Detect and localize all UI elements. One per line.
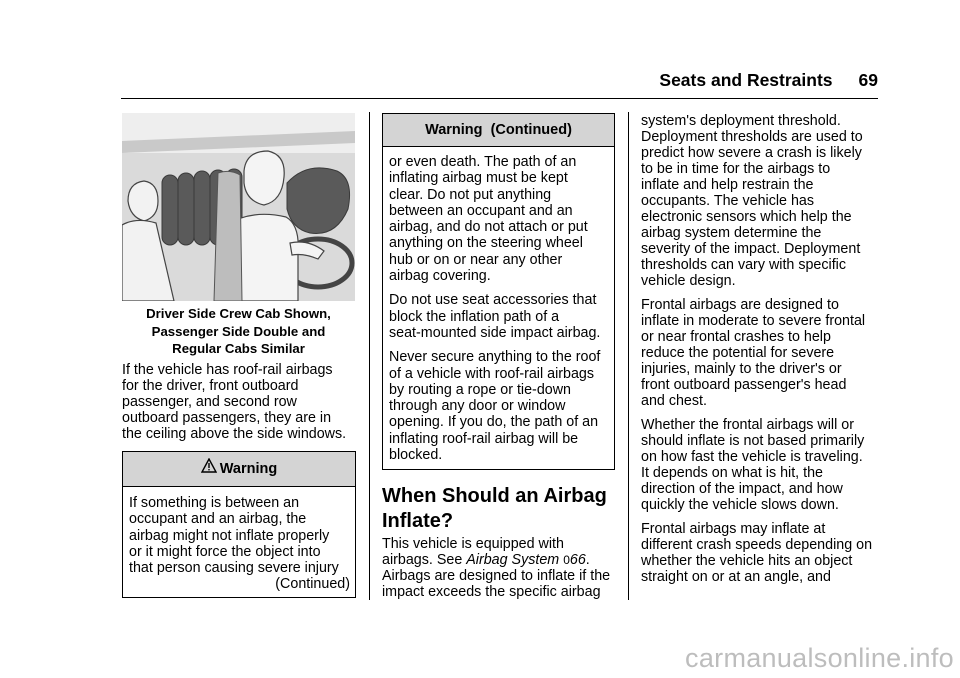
text-line: If something is between an	[129, 495, 300, 511]
warning-title: Warning	[219, 461, 278, 477]
text-line: or even death. The path of an	[389, 154, 577, 170]
text-line: between an occupant and an	[389, 202, 573, 219]
text-line: It depends on what is hit, the	[641, 465, 824, 481]
text-line: airbag system determine the	[641, 225, 822, 241]
text-line: on how fast the vehicle is traveling.	[641, 449, 863, 465]
text-line: occupant and an airbag, the	[129, 511, 307, 528]
roof-rail-airbag-illustration	[122, 113, 355, 301]
text-line: seat-mounted side impact airbag.	[389, 324, 601, 341]
warning-continued-box	[382, 113, 615, 470]
text-line: opening. If you do, the path of an	[389, 414, 599, 431]
text-line: inflate in moderate to severe frontal	[641, 313, 866, 329]
heading-line: Inflate?	[382, 510, 454, 532]
text-line: vehicle design.	[641, 273, 736, 289]
text-line: airbags. See Airbag System 066.	[382, 552, 590, 568]
text-line: Do not use seat accessories that	[389, 292, 597, 309]
airbag-illustration	[122, 113, 355, 301]
continued-label: (Continued)	[275, 576, 350, 593]
text-line: Frontal airbags are designed to	[641, 297, 839, 313]
watermark: carmanualsonline.info	[685, 643, 954, 673]
column-divider-2	[628, 112, 629, 600]
caption-line: Regular Cabs Similar	[172, 341, 305, 356]
paragraph	[641, 417, 881, 513]
text-line: airbag covering.	[389, 268, 491, 285]
warning-body	[123, 487, 355, 593]
text-line: Deployment thresholds are used to	[641, 129, 863, 145]
text-line: by routing a rope or tie-down	[389, 381, 571, 398]
text-line: straight on or at an angle, and	[641, 569, 831, 585]
text-line: front outboard passenger's head	[641, 377, 847, 393]
text-line: for the driver, front outboard	[122, 378, 299, 394]
text-line: occupants. The vehicle has	[641, 193, 814, 209]
header-rule	[121, 98, 878, 99]
text-line: hub or on or near any other	[389, 251, 563, 268]
text-line: severity of the impact. Deployment	[641, 241, 861, 257]
text-line: to be in time for the airbags to	[641, 161, 831, 177]
section-heading	[382, 484, 622, 534]
caption-line: Passenger Side Double and	[151, 323, 326, 339]
text-line: electronic sensors which help the	[641, 209, 852, 225]
text-line: through any door or window	[389, 398, 566, 415]
text-line: the ceiling above the side windows.	[122, 426, 347, 442]
text-line: Frontal airbags may inflate at	[641, 521, 826, 537]
text-line: block the inflation path of a	[389, 308, 560, 325]
text-line: whether the vehicle hits an object	[641, 553, 853, 569]
text-line: clear. Do not put anything	[389, 186, 552, 203]
figure-caption	[122, 305, 355, 358]
page-reference[interactable]: 66	[569, 552, 586, 568]
warning-box	[122, 451, 356, 598]
text-line: impact exceeds the specific airbag	[382, 584, 601, 600]
text-line: that person causing severe injury	[129, 560, 339, 577]
paragraph	[641, 521, 881, 585]
text-line: direction of the impact, and how	[641, 481, 843, 497]
warning-triangle-icon	[201, 452, 217, 486]
text-line: airbag, and do not attach or put	[389, 219, 588, 236]
text-line: system's deployment threshold.	[641, 113, 841, 129]
col2-paragraph	[382, 536, 627, 600]
warning-header	[123, 452, 355, 487]
text-line: This vehicle is equipped with	[382, 536, 564, 552]
text-line: reduce the potential for severe	[641, 345, 835, 361]
text-line: Never secure anything to the roof	[389, 349, 601, 366]
text-line: should inflate is not based primarily	[641, 433, 865, 449]
text-line: of a vehicle with roof-rail airbags	[389, 365, 595, 382]
heading-line: When Should an Airbag	[382, 485, 607, 507]
text-line: thresholds can vary with specific	[641, 257, 847, 273]
section-title: Seats and Restraints	[659, 70, 833, 90]
text-line: anything on the steering wheel	[389, 235, 583, 252]
text-line: predict how severe a crash is likely	[641, 145, 862, 161]
page-reference-arrow-icon: 0	[563, 553, 570, 567]
text-line: and chest.	[641, 393, 707, 409]
text-line: outboard passengers, they are in	[122, 410, 332, 426]
warning-continued-title: Warning (Continued)	[425, 122, 572, 138]
text-line: different crash speeds depending on	[641, 537, 873, 553]
page-header	[0, 70, 878, 91]
warning-paragraph	[389, 292, 609, 341]
text-line: inflate and help restrain the	[641, 177, 814, 193]
text-line: passenger, and second row	[122, 394, 297, 410]
text-line: or it might force the object into	[129, 543, 321, 560]
col3-text	[641, 113, 881, 593]
text-line: injuries, mainly to the driver's or	[641, 361, 842, 377]
warning-paragraph	[389, 154, 609, 284]
text-line: If the vehicle has roof-rail airbags	[122, 362, 333, 378]
paragraph	[641, 113, 881, 289]
text-line: Airbags are designed to inflate if the	[382, 568, 611, 584]
text-line: airbag might not inflate properly	[129, 527, 330, 544]
column-divider-1	[369, 112, 370, 600]
col1-paragraph	[122, 362, 362, 442]
text-line: blocked.	[389, 447, 443, 464]
warning-continued-body	[383, 147, 614, 463]
paragraph	[641, 297, 881, 409]
warning-paragraph	[389, 349, 609, 463]
text-line: Whether the frontal airbags will or	[641, 417, 854, 433]
page-number: 69	[858, 70, 878, 90]
text-line: inflating airbag must be kept	[389, 170, 568, 187]
text-line: or near frontal crashes to help	[641, 329, 831, 345]
caption-line: Driver Side Crew Cab Shown,	[146, 306, 331, 321]
cross-reference-link[interactable]: Airbag System	[466, 552, 560, 568]
text-line: quickly the vehicle slows down.	[641, 497, 839, 513]
text-line: inflating roof-rail airbag will be	[389, 430, 579, 447]
warning-continued-header	[383, 114, 614, 147]
